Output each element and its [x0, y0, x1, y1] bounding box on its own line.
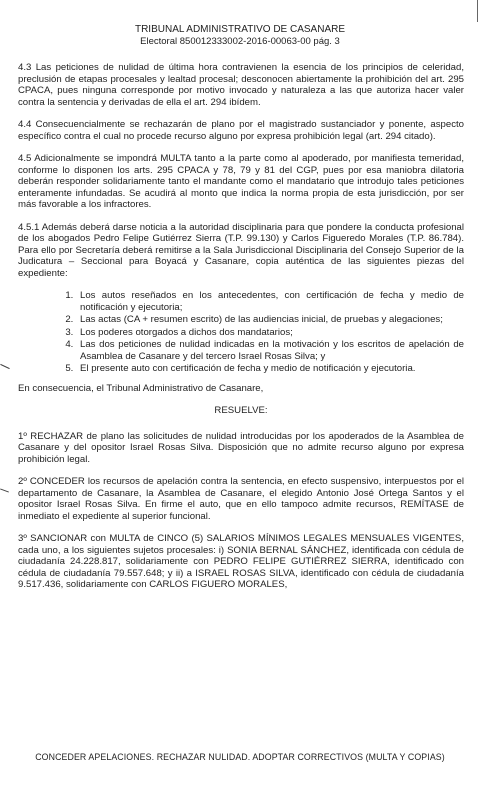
margin-mark — [0, 364, 9, 369]
resolution-3: 3º SANCIONAR con MULTA de CINCO (5) SALARIOS MÍNIMOS LEGALES MENSUALES VIGENTES, cada uno, a los siguientes sujetos procesales: i) SONIA BERNAL SÁNCHEZ, identificada con cédula de ciudadanía 24.228.817, solidariamente con PEDRO FELIPE GUTIÉRREZ SIERRA, identificado con cédula de ciudadanía 79.557.648; y ii) a ISRAEL ROSAS SILVA, identificado con cédula de ciudadanía 9.517.436, solidariamente con CARLOS FIGUERO MORALES, — [18, 533, 464, 590]
court-name: TRIBUNAL ADMINISTRATIVO DE CASANARE — [134, 24, 346, 35]
page-edge-mark — [477, 0, 478, 22]
paragraph-4-5: 4.5 Adicionalmente se impondrá MULTA tanto a la parte como al apoderado, por manifiesta temeridad, conforme lo disponen los arts. 295 CPACA y 78, 79 y 81 del CGP, pues por esa maniobra dilatoria deberán responder solidariamente tanto el mandante como el mandatario que introdujo tales peticiones enteramente infundadas. Se acudirá al monto que indica la norma propia de esta jurisdicción, por ser más favorable a los infractores. — [18, 153, 464, 210]
paragraph-4-5-1: 4.5.1 Además deberá darse noticia a la autoridad disciplinaria para que pondere la conducta profesional de los abogados Pedro Felipe Gutiérrez Sierra (T.P. 99.130) y Carlos Figueredo Morales (T.P. 86.784). Para ello por Secretaría deberá remitirse a la Sala Jurisdiccional Disciplinaria del Consejo Superior de la Judicatura – Seccional para Boyacá y Casanare, copia auténtica de las siguientes piezas del expediente: — [18, 221, 464, 279]
paragraph-4-3: 4.3 Las peticiones de nulidad de última hora contravienen la esencia de los principios de celeridad, preclusión de etapas procesales y lealtad procesal; desconocen abiertamente la prohibición del art. 295 CPACA, pues ninguna corresponde por motivo invocado y naturaleza a las que autoriza hacer valer contra la sentencia y derivadas de ella el art. 294 ibídem. — [18, 62, 464, 108]
evidence-list — [18, 290, 464, 375]
list-item: 2. Las actas (CA + resumen escrito) de las audiencias inicial, de pruebas y alegaciones; — [76, 314, 464, 326]
case-reference: Electoral 850012333002-2016-00063-00 pág. 3 — [140, 36, 340, 47]
resolution-1: 1º RECHAZAR de plano las solicitudes de nulidad introducidas por los apoderados de la Asamblea de Casanare y del opositor Israel Rosas Silva. Disposición que no admite recurso alguno por expresa prohibición legal. — [18, 430, 464, 465]
document-header — [0, 24, 480, 48]
list-item: 1. Los autos reseñados en los antecedentes, con certificación de fecha y medio de notificación y ejecutoria; — [76, 290, 464, 313]
document-footer: CONCEDER APELACIONES. RECHAZAR NULIDAD. ADOPTAR CORRECTIVOS (MULTA Y COPIAS) — [35, 752, 445, 762]
margin-mark — [0, 488, 9, 492]
list-item: 5. El presente auto con certificación de fecha y medio de notificación y ejecutoria. — [76, 363, 464, 375]
list-item: 4. Las dos peticiones de nulidad indicadas en la motivación y los escritos de apelación de Asamblea de Casanare y del tercero Israel Rosas Silva; y — [76, 339, 464, 362]
consequence-line: En consecuencia, el Tribunal Administrativo de Casanare, — [18, 382, 264, 394]
resolution-2: 2º CONCEDER los recursos de apelación contra la sentencia, en efecto suspensivo, interpuestos por el departamento de Casanare, la Asamblea de Casanare, el elegido Antonio José Ortega Santos y el opositor Israel Rosas Silva. En firme el auto, que en ello tampoco admite recursos, REMÍTASE de inmediato el expediente al superior funcional. — [18, 476, 464, 522]
list-item: 3. Los poderes otorgados a dichos dos mandatarios; — [76, 327, 464, 339]
paragraph-4-4: 4.4 Consecuencialmente se rechazarán de plano por el magistrado sustanciador y ponente, aspecto específico contra el cual no procede recurso alguno por expresa prohibición legal (art. 294 citado). — [18, 119, 464, 142]
resuelve-heading: RESUELVE: — [214, 405, 268, 416]
document-body — [18, 62, 464, 602]
